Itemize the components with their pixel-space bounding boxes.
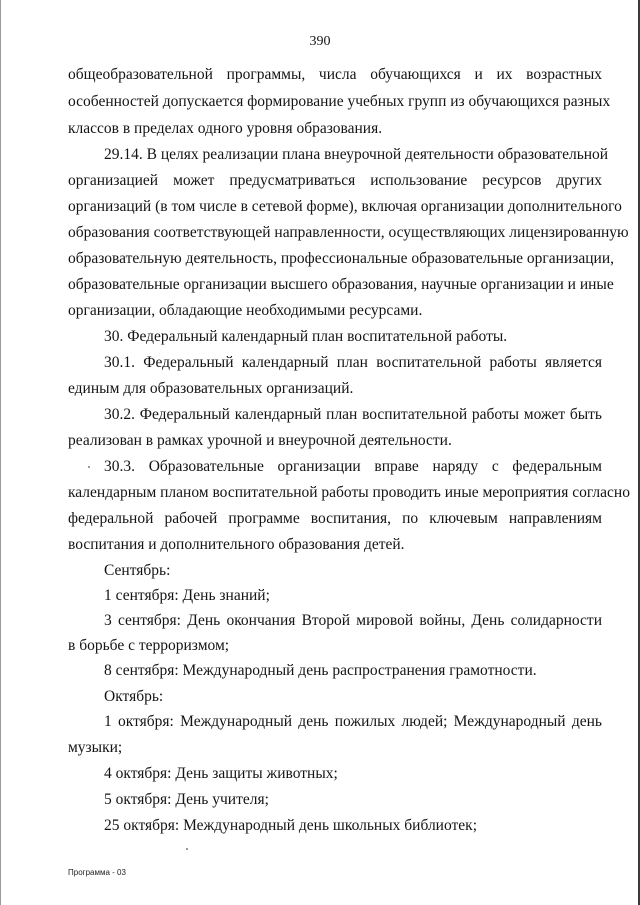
list-item: 25 октября: Международный день школьных библиотек; bbox=[104, 817, 478, 834]
text-line: федеральной рабочей программе воспитания, по ключевым направлениям bbox=[68, 510, 602, 527]
list-item: 1 октября: Международный день пожилых людей; Международный день bbox=[104, 713, 602, 730]
scan-speck bbox=[186, 848, 188, 850]
text-line: реализован в рамках урочной и внеурочной деятельности. bbox=[68, 432, 452, 449]
page-number: 390 bbox=[309, 34, 331, 49]
paragraph-30-1-start: 30.1. Федеральный календарный план воспитательной работы является bbox=[104, 354, 602, 371]
text-line: общеобразовательной программы, числа обучающихся и их возрастных bbox=[68, 66, 602, 83]
text-line: организации, обладающие необходимыми ресурсами. bbox=[68, 302, 423, 319]
text-line: музыки; bbox=[68, 739, 123, 756]
text-line: организацией может предусматриваться использование ресурсов других bbox=[68, 172, 602, 189]
text-line: особенностей допускается формирование учебных групп из обучающихся разных bbox=[68, 93, 611, 110]
scan-edge-left bbox=[0, 0, 1, 905]
footer-label: Программа - 03 bbox=[68, 868, 126, 877]
paragraph-30-3-start: 30.3. Образовательные организации вправе наряду с федеральным bbox=[104, 458, 602, 475]
month-october: Октябрь: bbox=[104, 688, 164, 705]
section-30-heading: 30. Федеральный календарный план воспитательной работы. bbox=[104, 328, 508, 345]
text-line: воспитания и дополнительного образования детей. bbox=[68, 536, 405, 553]
month-september: Сентябрь: bbox=[104, 562, 171, 579]
text-line: образования соответствующей направленности, осуществляющих лицензированную bbox=[68, 224, 629, 241]
paragraph-29-14-start: 29.14. В целях реализации плана внеурочной деятельности образовательной bbox=[104, 146, 609, 163]
list-item: 3 сентября: День окончания Второй мировой войны, День солидарности bbox=[104, 612, 602, 629]
scan-speck bbox=[88, 466, 90, 468]
text-line: классов в пределах одного уровня образования. bbox=[68, 120, 383, 137]
list-item: 8 сентября: Международный день распространения грамотности. bbox=[104, 662, 537, 679]
text-line: образовательные организации высшего образования, научные организации и иные bbox=[68, 276, 614, 293]
text-line: образовательную деятельность, профессиональные образовательные организации, bbox=[68, 250, 614, 267]
list-item: 5 октября: День учителя; bbox=[104, 791, 269, 808]
paragraph-30-2-start: 30.2. Федеральный календарный план воспитательной работы может быть bbox=[104, 406, 602, 423]
list-item: 1 сентября: День знаний; bbox=[104, 587, 270, 604]
text-line: единым для образовательных организаций. bbox=[68, 380, 354, 397]
text-line: организаций (в том числе в сетевой форме), включая организации дополнительного bbox=[68, 198, 622, 215]
text-line: календарным планом воспитательной работы проводить иные мероприятия согласно bbox=[68, 484, 630, 501]
list-item: 4 октября: День защиты животных; bbox=[104, 765, 338, 782]
text-line: в борьбе с терроризмом; bbox=[68, 637, 230, 654]
